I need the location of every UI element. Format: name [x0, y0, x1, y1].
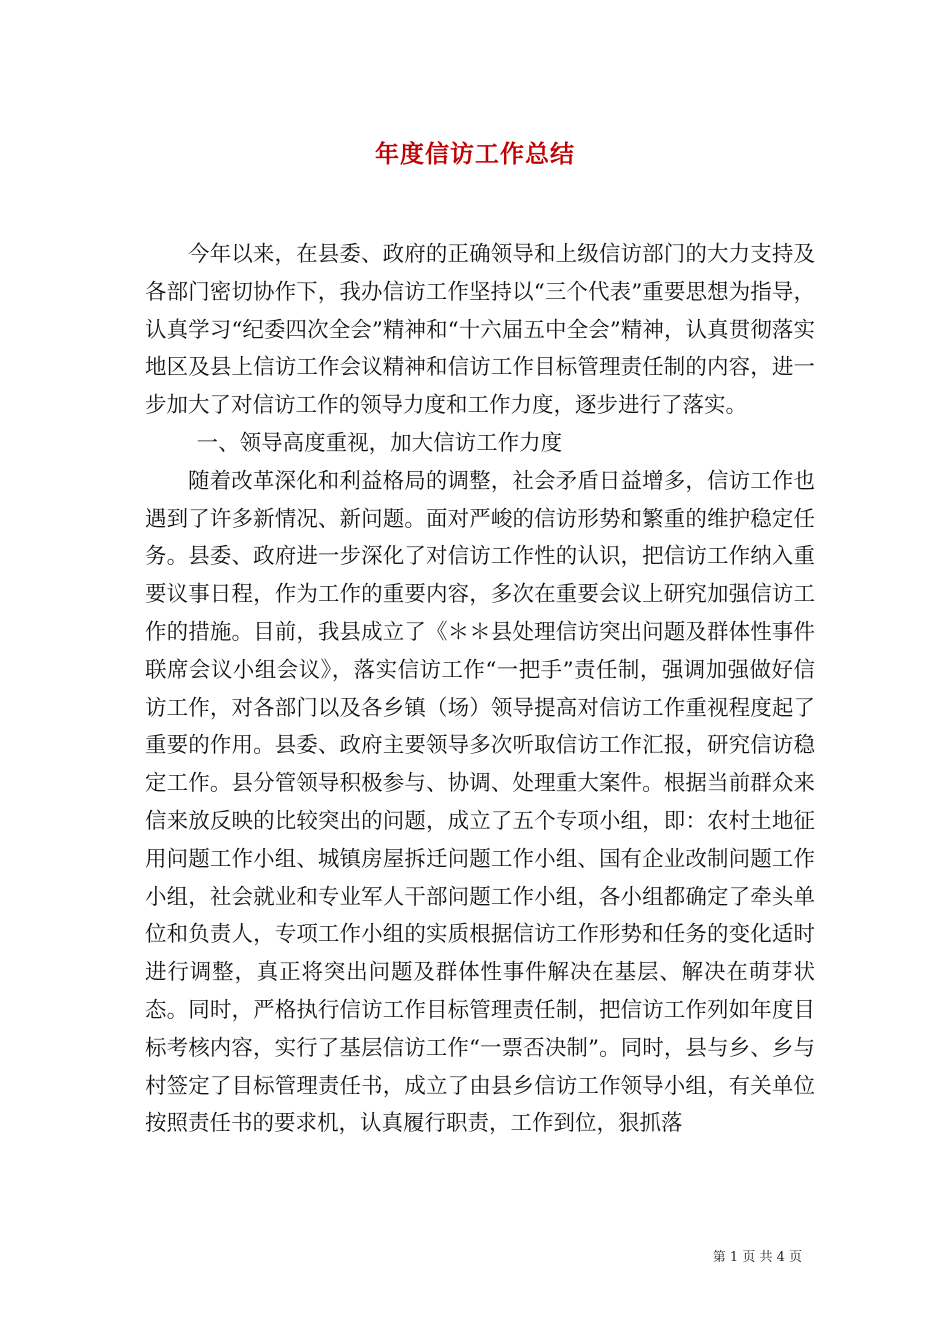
page-number-footer: 第 1 页 共 4 页	[712, 1250, 802, 1265]
section-1-paragraph: 随着改革深化和利益格局的调整，社会矛盾日益增多，信访工作也遇到了许多新情况、新问题。面对严峻的信访形势和繁重的维护稳定任务。县委、政府进一步深化了对信访工作性的认识，把信访工作纳入重要议事日程，作为工作的重要内容，多次在重要会议上研究加强信访工作的措施。目前，我县成立了《＊＊县处理信访突出问题及群体性事件联席会议小组会议》，落实信访工作“一把手”责任制，强调加强做好信访工作，对各部门以及各乡镇（场）领导提高对信访工作重视程度起了重要的作用。县委、政府主要领导多次听取信访工作汇报，研究信访稳定工作。县分管领导积极参与、协调、处理重大案件。根据当前群众来信来放反映的比较突出的问题，成立了五个专项小组，即：农村土地征用问题工作小组、城镇房屋拆迁问题工作小组、国有企业改制问题工作小组，社会就业和专业军人干部问题工作小组，各小组都确定了牵头单位和负责人，专项工作小组的实质根据信访工作形势和任务的变化适时进行调整，真正将突出问题及群体性事件解决在基层、解决在萌芽状态。同时，严格执行信访工作目标管理责任制，把信访工作列如年度目标考核内容，实行了基层信访工作“一票否决制”。同时，县与乡、乡与村签定了目标管理责任书，成立了由县乡信访工作领导小组，有关单位按照责任书的要求机，认真履行职责，工作到位，狠抓落	[145, 468, 815, 1137]
intro-paragraph: 今年以来，在县委、政府的正确领导和上级信访部门的大力支持及各部门密切协作下，我办信访工作坚持以“三个代表”重要思想为指导，认真学习“纪委四次全会”精神和“十六届五中全会”精神，认真贯彻落实地区及县上信访工作会议精神和信访工作目标管理责任制的内容，进一步加大了对信访工作的领导力度和工作力度，逐步进行了落实。	[145, 242, 815, 419]
document-body	[145, 236, 815, 1143]
document-title: 年度信访工作总结	[375, 140, 575, 168]
section-heading-1: 一、领导高度重视，加大信访工作力度	[196, 430, 563, 456]
